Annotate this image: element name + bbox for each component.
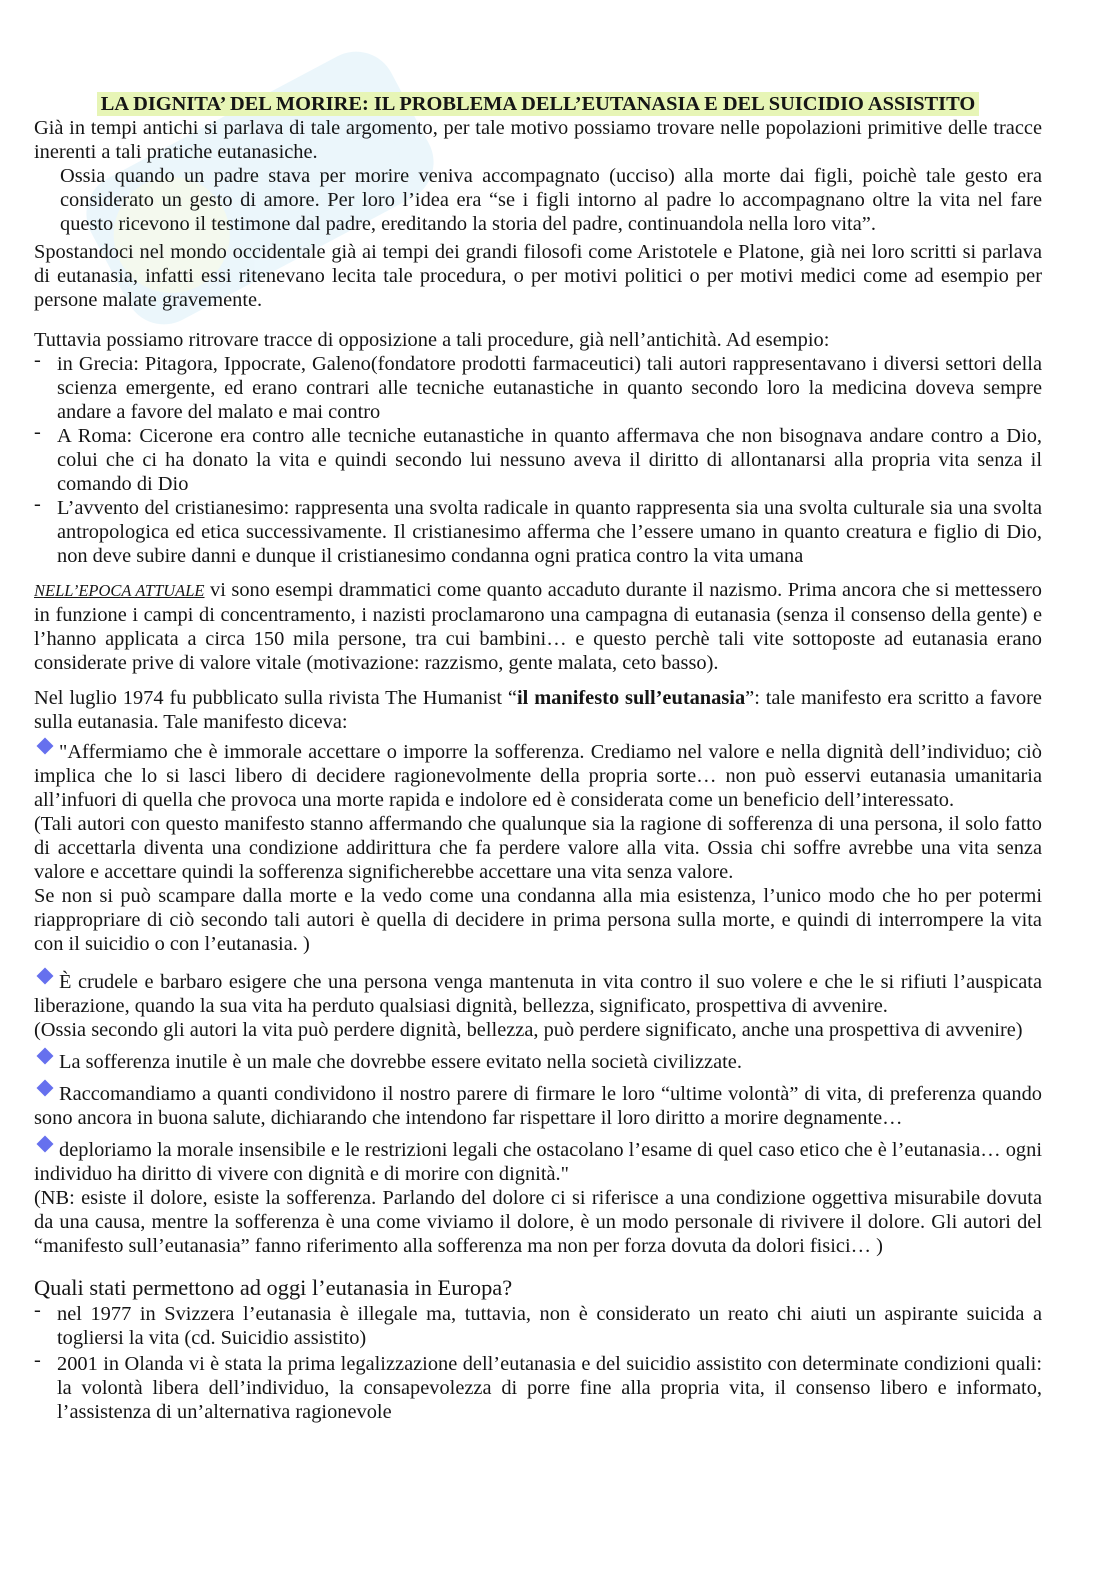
manifesto-note: Se non si può scampare dalla morte e la vedo come una condanna alla mia esistenza, l’unico modo che ho per potermi riappropriare di ciò secondo tali autori è quella di decidere in prima persona sulla morte, e quindi di interrompere la vita con il suicidio o con l’eutanasia. ) [34, 885, 1042, 955]
manifesto-point-paragraph [34, 740, 1042, 812]
list-item-text: in Grecia: Pitagora, Ippocrate, Galeno(fondatore prodotti farmaceutici) tali autori rappresentavano i diversi settori della scienza emergente, ed erano contrari alle tecniche eutanastiche in quanto secondo loro la medicina doveva sempre andare a favore del malato e mai contro [57, 353, 1042, 423]
manifesto-point [34, 1082, 1042, 1130]
diamond-bullet-icon [37, 1048, 54, 1065]
manifesto-note: (NB: esiste il dolore, esiste la sofferenza. Parlando del dolore ci si riferisce a una condizione oggettiva misurabile dovuta da una causa, mentre la sofferenza è una come viviamo il dolore, è un modo personale di rivivere il dolore. Gli autori del “manifesto sull’eutanasia” fanno riferimento alla sofferenza ma non per forza dovuta da dolori fisici… ) [34, 1187, 1042, 1257]
diamond-bullet-icon [37, 738, 54, 755]
western-world-paragraph: Spostandoci nel mondo occidentale già ai tempi dei grandi filosofi come Aristotele e Platone, già nei loro scritti si parlava di eutanasia, infatti essi ritenevano lecita tale procedura, o per motivi politici o per motivi medici come ad esempio per persone malate gravemente. [34, 241, 1042, 311]
manifesto-intro [34, 686, 1042, 734]
list-marker: - [34, 421, 41, 443]
manifesto-point-paragraph [34, 1082, 1042, 1130]
list-marker: - [34, 1299, 41, 1321]
diamond-bullet-icon [37, 968, 54, 985]
list-marker: - [34, 349, 41, 371]
list-item [34, 421, 1042, 496]
current-era-paragraph [34, 578, 1042, 675]
list-item-text: L’avvento del cristianesimo: rappresenta una svolta radicale in quanto rappresenta sia una svolta culturale sia una svolta antropologica ed etica successivamente. Il cristianesimo afferma che l’essere umano in quanto creatura e figlio di Dio, non deve subire danni e dunque il cristianesimo condanna ogni pratica contro la vita umana [57, 497, 1042, 567]
diamond-bullet-icon [37, 1136, 54, 1153]
manifesto-note: (Ossia secondo gli autori la vita può perdere dignità, bellezza, può perdere significato, anche una prospettiva di avvenire) [34, 1019, 1023, 1041]
manifesto-intro-after: ”: tale manifesto era scritto a favore sulla eutanasia. Tale manifesto diceva: [34, 687, 1042, 733]
manifesto-point-paragraph [34, 1050, 1042, 1074]
manifesto-note: (Tali autori con questo manifesto stanno affermando che qualunque sia la ragione di sofferenza di una persona, il solo fatto di accettarla diventa una condizione addirittura che fa perdere valore alla vita. Ossia chi soffre avrebbe una vita senza valore e accettare quindi la sofferenza significherebbe accettare una vita senza valore. [34, 813, 1042, 883]
intro-example-paragraph: Ossia quando un padre stava per morire veniva accompagnato (ucciso) alla morte dai figli, poichè tale gesto era considerato un gesto di amore. Per loro l’idea era “se i figli intorno al padre lo accompagnano oltre la vita nel fare questo ricevono il testimone dal padre, ereditando la storia del padre, continuandola nella loro vita”. [60, 165, 1042, 235]
list-item-text: A Roma: Cicerone era contro alle tecniche eutanastiche in quanto affermava che non bisognava andare contro a Dio, colui che ci ha donato la vita e quindi secondo lui nessuno aveva il diritto di allontanarsi alla propria vita senza il comando di Dio [57, 425, 1042, 495]
manifesto-intro-bold: il manifesto sull’eutanasia [516, 687, 746, 709]
list-item-text: nel 1977 in Svizzera l’eutanasia è illegale ma, tuttavia, non è considerato un reato chi aiuti un aspirante suicida a togliersi la vita (cd. Suicidio assistito) [57, 1303, 1042, 1349]
current-era-text: vi sono esempi drammatici come quanto accaduto durante il nazismo. Prima ancora che si mettessero in funzione i campi di concentramento, i nazisti proclamarono una campagna di eutanasia (senza il consenso della gente) e l’hanno applicata a circa 150 mila persone, tra cui bambini… e questo perchè tali vite sottoposte ad eutanasia erano considerate prive di valore vitale (motivazione: razzismo, gente malata, ceto basso). [34, 579, 1042, 674]
page-title-text: LA DIGNITA’ DEL MORIRE: IL PROBLEMA DELL’EUTANASIA E DEL SUICIDIO ASSISTITO [97, 92, 979, 116]
page-title [34, 92, 1042, 116]
list-item [34, 493, 1042, 568]
list-item [34, 349, 1042, 424]
manifesto-point-paragraph [34, 1138, 1042, 1186]
manifesto-point [34, 1138, 1042, 1258]
manifesto-point [34, 740, 1042, 956]
europe-list [34, 1299, 1042, 1424]
manifesto-point-paragraph [34, 970, 1042, 1018]
manifesto-point-text: deploriamo la morale insensibile e le restrizioni legali che ostacolano l’esame di quel caso etico che è l’eutanasia… ogni individuo ha diritto di vivere con dignità e di morire con dignità." [34, 1139, 1042, 1185]
manifesto-point [34, 970, 1042, 1042]
opposition-list [34, 349, 1042, 568]
list-item [34, 1349, 1042, 1424]
europe-heading: Quali stati permettono ad oggi l’eutanasia in Europa? [34, 1275, 513, 1300]
document-body [34, 92, 1042, 1424]
manifesto-point [34, 1050, 1042, 1074]
list-item [34, 1299, 1042, 1350]
list-item-text: 2001 in Olanda vi è stata la prima legalizzazione dell’eutanasia e del suicidio assistito con determinate condizioni quali: la volontà libera dell’individuo, la consapevolezza di porre fine alla propria vita, il consenso libero e informato, l’assistenza di un’alternativa ragionevole [57, 1353, 1042, 1423]
current-era-label: NELL’EPOCA ATTUALE [34, 581, 205, 600]
manifesto-point-text: La sofferenza inutile è un male che dovrebbe essere evitato nella società civilizzate. [59, 1051, 742, 1073]
manifesto-point-text: "Affermiamo che è immorale accettare o imporre la sofferenza. Crediamo nel valore e nella dignità dell’individuo; ciò implica che lo si lasci libero di decidere ragionevolmente della propria sorte… non può esservi eutanasia umanitaria all’infuori di quella che provoca una morte rapida e indolore ed è considerata come un beneficio dell’interessato. [34, 741, 1042, 811]
list-marker: - [34, 493, 41, 515]
list-marker: - [34, 1349, 41, 1371]
manifesto-intro-before: Nel luglio 1974 fu pubblicato sulla rivista The Humanist “ [34, 687, 517, 709]
manifesto-point-text: Raccomandiamo a quanti condividono il nostro parere di firmare le loro “ultime volontà” di vita, di preferenza quando sono ancora in buona salute, dichiarando che intendono far rispettare il loro diritto a morire degnamente… [34, 1083, 1042, 1129]
diamond-bullet-icon [37, 1080, 54, 1097]
manifesto-point-text: È crudele e barbaro esigere che una persona venga mantenuta in vita contro il suo volere e che le si rifiuti l’auspicata liberazione, quando la sua vita ha perduto qualsiasi dignità, bellezza, significato, prospettiva di avvenire. [34, 971, 1042, 1017]
opposition-intro: Tuttavia possiamo ritrovare tracce di opposizione a tali procedure, già nell’antichità. Ad esempio: [34, 329, 830, 351]
intro-paragraph: Già in tempi antichi si parlava di tale argomento, per tale motivo possiamo trovare nelle popolazioni primitive delle tracce inerenti a tali pratiche eutanasiche. [34, 117, 1042, 163]
